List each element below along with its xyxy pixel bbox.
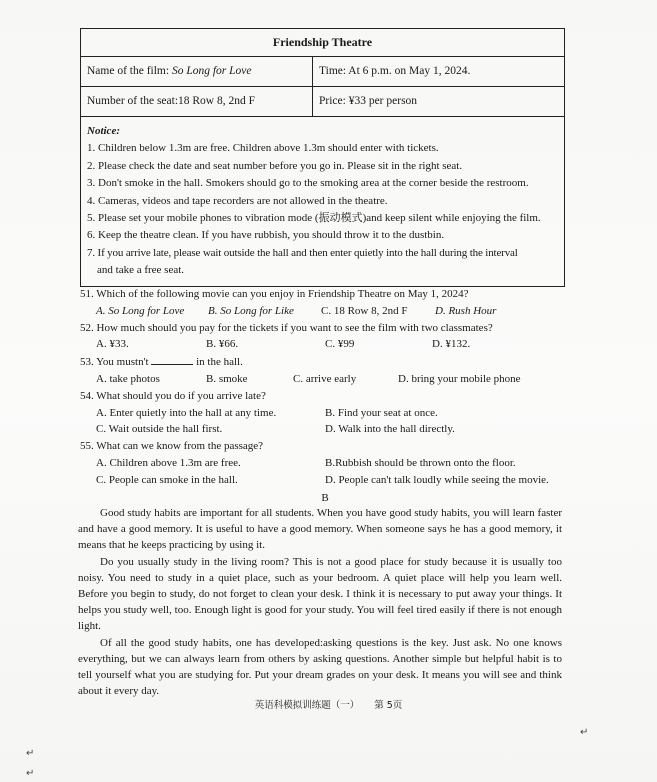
passage-paragraph: Of all the good study habits, one has developed:asking questions is the key. Just ask. No one knows everything, but we can always learn from others by asking questions. Another simple but helpful habit is to tell yourself what you are studying for. Put your dream grades on your desk. It means you will see and think about it every day. [78,636,562,698]
option: D. bring your mobile phone [398,372,521,385]
question-52: 52. How much should you pay for the tickets if you want to see the film with two classmates? [80,321,493,334]
footer-page-number: 第 5页 [374,700,403,711]
option: C. ¥99 [325,338,355,351]
option: D. People can't talk loudly while seeing the movie. [325,473,549,486]
question-51-options [80,303,570,320]
theatre-ticket-table [80,28,565,287]
reading-passage [78,505,562,699]
option: C. arrive early [293,372,357,385]
page-footer [0,697,657,711]
question-52-options [80,336,570,353]
option: D. Walk into the hall directly. [325,423,455,436]
paragraph-mark: ↵ [580,727,589,738]
answer-blank [151,353,193,365]
seat-number-cell: Number of the seat:18 Row 8, 2nd F [81,87,313,116]
question-53-text: 53. You mustn't [80,356,149,369]
option: B.Rubbish should be thrown onto the floor. [325,456,516,469]
notice-heading: Notice: [87,125,120,137]
passage-paragraph: Do you usually study in the living room? This is not a good place for study because it is usually too noisy. You need to study in a quiet place, such as your bedroom. A quiet place will help you learn well. Before you begin to study, do not forget to clean your desk. I think it is necessary to put away your things. It helps you study well, too. Enough light is good for your study. You will feel tired easily if there is not enough light. [78,555,562,633]
ticket-row-film [81,57,564,87]
film-name: So Long for Love [171,65,252,77]
film-name-cell [81,57,313,86]
passage-paragraph: Good study habits are important for all students. When you have good study habits, you will learn faster and have a good memory. It is useful to have a good memory. When someone says he has a good memory, it means that he keeps practicing by using it. [78,507,562,552]
notice-item: 4. Cameras, videos and tape recorders are not allowed in the theatre. [87,194,388,207]
question-54: 54. What should you do if you arrive late? [80,389,266,402]
option: A. Children above 1.3m are free. [96,456,241,469]
film-label: Name of the film: [87,65,172,77]
ticket-title: Friendship Theatre [81,29,564,57]
option: D. ¥132. [432,338,471,351]
notice-item-continuation: and take a free seat. [97,264,185,277]
question-53 [80,353,570,371]
option: B. smoke [206,372,248,385]
question-53-text-end: in the hall. [196,356,243,369]
option: A. ¥33. [96,338,129,351]
option: B. Find your seat at once. [325,406,438,419]
notice-section [81,117,564,286]
option: D. Rush Hour [435,304,497,317]
section-b-heading: B [321,491,329,504]
notice-item: 1. Children below 1.3m are free. Children above 1.3m should enter with tickets. [87,142,439,155]
notice-item: 7. If you arrive late, please wait outside the hall and then enter quietly into the hall during the interval [87,246,518,259]
footer-title: 英语科模拟训练题（一） [254,700,360,711]
option: B. ¥66. [206,338,239,351]
question-53-options [80,371,570,388]
question-55-options-2 [80,472,570,489]
option: A. Enter quietly into the hall at any time. [96,406,277,419]
paragraph-mark: ↵ [26,768,35,779]
price-cell: Price: ¥33 per person [319,95,418,107]
option: A. So Long for Love [96,304,185,317]
notice-item: 3. Don't smoke in the hall. Smokers should go to the smoking area at the corner beside the restroom. [87,177,529,190]
question-54-options-2 [80,421,570,438]
questions-section [80,286,570,506]
question-55: 55. What can we know from the passage? [80,440,264,453]
option: C. People can smoke in the hall. [96,473,238,486]
question-54-options [80,405,570,422]
option: C. 18 Row 8, 2nd F [321,304,408,317]
notice-item: 6. Keep the theatre clean. If you have rubbish, you should throw it to the dustbin. [87,229,445,242]
question-51: 51. Which of the following movie can you enjoy in Friendship Theatre on May 1, 2024? [80,288,469,300]
question-55-options [80,455,570,472]
notice-item: 5. Please set your mobile phones to vibration mode (振动模式)and keep silent while enjoying the film. [87,212,541,225]
ticket-row-seat [81,87,564,117]
notice-item: 2. Please check the date and seat number before you go in. Please sit in the right seat. [87,159,463,172]
option: A. take photos [96,372,160,385]
option: C. Wait outside the hall first. [96,423,223,436]
paragraph-mark: ↵ [26,748,35,759]
option: B. So Long for Like [208,304,294,317]
film-time-cell: Time: At 6 p.m. on May 1, 2024. [319,65,471,77]
